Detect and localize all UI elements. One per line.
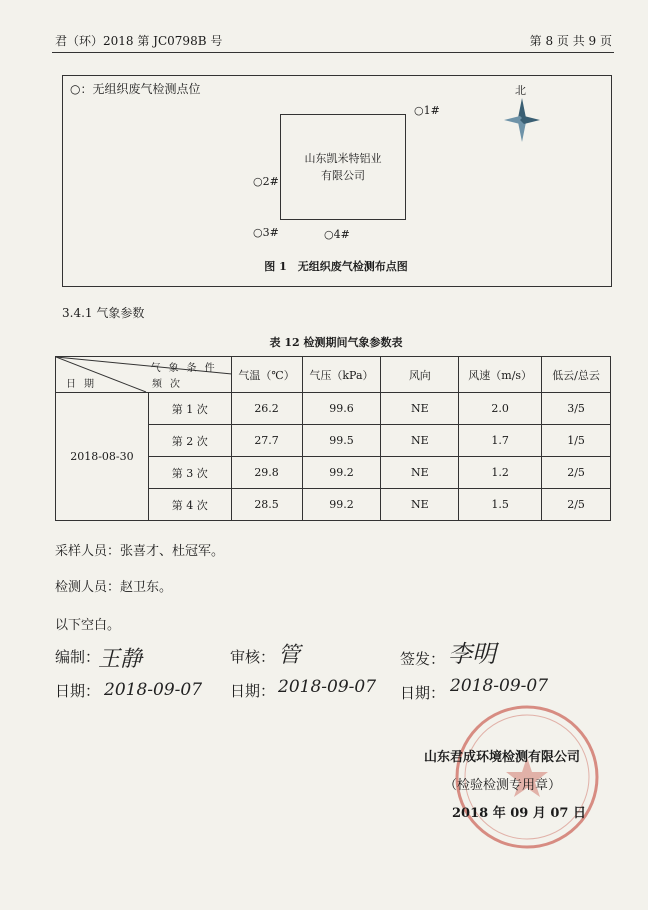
date-cell: 2018-08-30	[56, 393, 149, 521]
cloud-cell: 2/5	[542, 457, 611, 489]
reviewer-signature: 管	[278, 643, 301, 668]
wind-speed-cell: 1.7	[459, 425, 542, 457]
approver-date: 2018-09-07	[450, 676, 549, 696]
point-1: ○1#	[414, 104, 440, 117]
blank-below-note: 以下空白。	[55, 618, 121, 633]
approver-signature: 李明	[448, 640, 496, 668]
cloud-cell: 1/5	[542, 425, 611, 457]
reviewer-date: 2018-09-07	[278, 677, 377, 697]
editor-date: 2018-09-07	[104, 680, 203, 700]
figure-legend: ○：无组织废气检测点位	[70, 82, 201, 96]
header-cloud: 低云/总云	[542, 357, 611, 393]
compass-icon	[502, 96, 542, 144]
wind-dir-cell: NE	[381, 393, 459, 425]
header-divider	[52, 52, 614, 53]
testing-personnel: 检测人员：赵卫东。	[55, 580, 173, 595]
wind-speed-cell: 2.0	[459, 393, 542, 425]
plant-name-line1: 山东凯米特铝业	[304, 152, 382, 165]
diagonal-header-cell	[56, 357, 232, 393]
report-number: 君（环）2018 第 JC0798B 号	[55, 34, 223, 48]
point-2: ○2#	[253, 175, 279, 188]
plant-name-line2: 有限公司	[321, 169, 365, 182]
north-label: 北	[515, 84, 526, 97]
header-pressure: 气压（kPa）	[302, 357, 381, 393]
pressure-cell: 99.6	[302, 393, 381, 425]
reviewer-date-label: 日期：	[230, 682, 276, 700]
table-header-row	[56, 357, 611, 393]
sampling-personnel: 采样人员：张喜才、杜冠军。	[55, 544, 225, 559]
pressure-cell: 99.2	[302, 489, 381, 521]
figure-caption: 图 1 无组织废气检测布点图	[264, 260, 408, 273]
temp-cell: 29.8	[231, 457, 302, 489]
pressure-cell: 99.2	[302, 457, 381, 489]
header-temperature: 气温（℃）	[231, 357, 302, 393]
freq-cell: 第 1 次	[148, 393, 231, 425]
editor-signature: 王静	[98, 647, 143, 672]
reviewer-label: 审核：	[230, 648, 276, 666]
editor-label: 编制：	[55, 648, 101, 666]
page-indicator: 第 8 页 共 9 页	[529, 34, 612, 48]
issue-date: 2018 年 09 月 07 日	[452, 806, 586, 821]
approver-label: 签发：	[400, 650, 446, 668]
wind-dir-cell: NE	[381, 489, 459, 521]
approver-date-label: 日期：	[400, 684, 446, 702]
section-title: 3.4.1 气象参数	[62, 306, 145, 320]
editor-date-label: 日期：	[55, 682, 101, 700]
wind-dir-cell: NE	[381, 457, 459, 489]
wind-dir-cell: NE	[381, 425, 459, 457]
table-row	[56, 393, 611, 425]
diag-label-condition: 气象条件	[150, 363, 223, 374]
temp-cell: 27.7	[231, 425, 302, 457]
plant-boundary	[280, 114, 406, 220]
header-wind-direction: 风向	[381, 357, 459, 393]
seal-note: （检验检测专用章）	[444, 778, 562, 793]
freq-cell: 第 2 次	[148, 425, 231, 457]
cloud-cell: 2/5	[542, 489, 611, 521]
header-wind-speed: 风速（m/s）	[459, 357, 542, 393]
meteorology-table	[55, 356, 611, 521]
diag-label-date: 日期	[66, 379, 102, 390]
point-4: ○4#	[324, 228, 350, 241]
point-3: ○3#	[253, 226, 279, 239]
temp-cell: 28.5	[231, 489, 302, 521]
temp-cell: 26.2	[231, 393, 302, 425]
freq-cell: 第 4 次	[148, 489, 231, 521]
diag-label-frequency: 频次	[152, 379, 188, 390]
pressure-cell: 99.5	[302, 425, 381, 457]
cloud-cell: 3/5	[542, 393, 611, 425]
table-caption: 表 12 检测期间气象参数表	[269, 336, 403, 349]
organization-name: 山东君成环境检测有限公司	[424, 750, 581, 765]
freq-cell: 第 3 次	[148, 457, 231, 489]
wind-speed-cell: 1.5	[459, 489, 542, 521]
wind-speed-cell: 1.2	[459, 457, 542, 489]
